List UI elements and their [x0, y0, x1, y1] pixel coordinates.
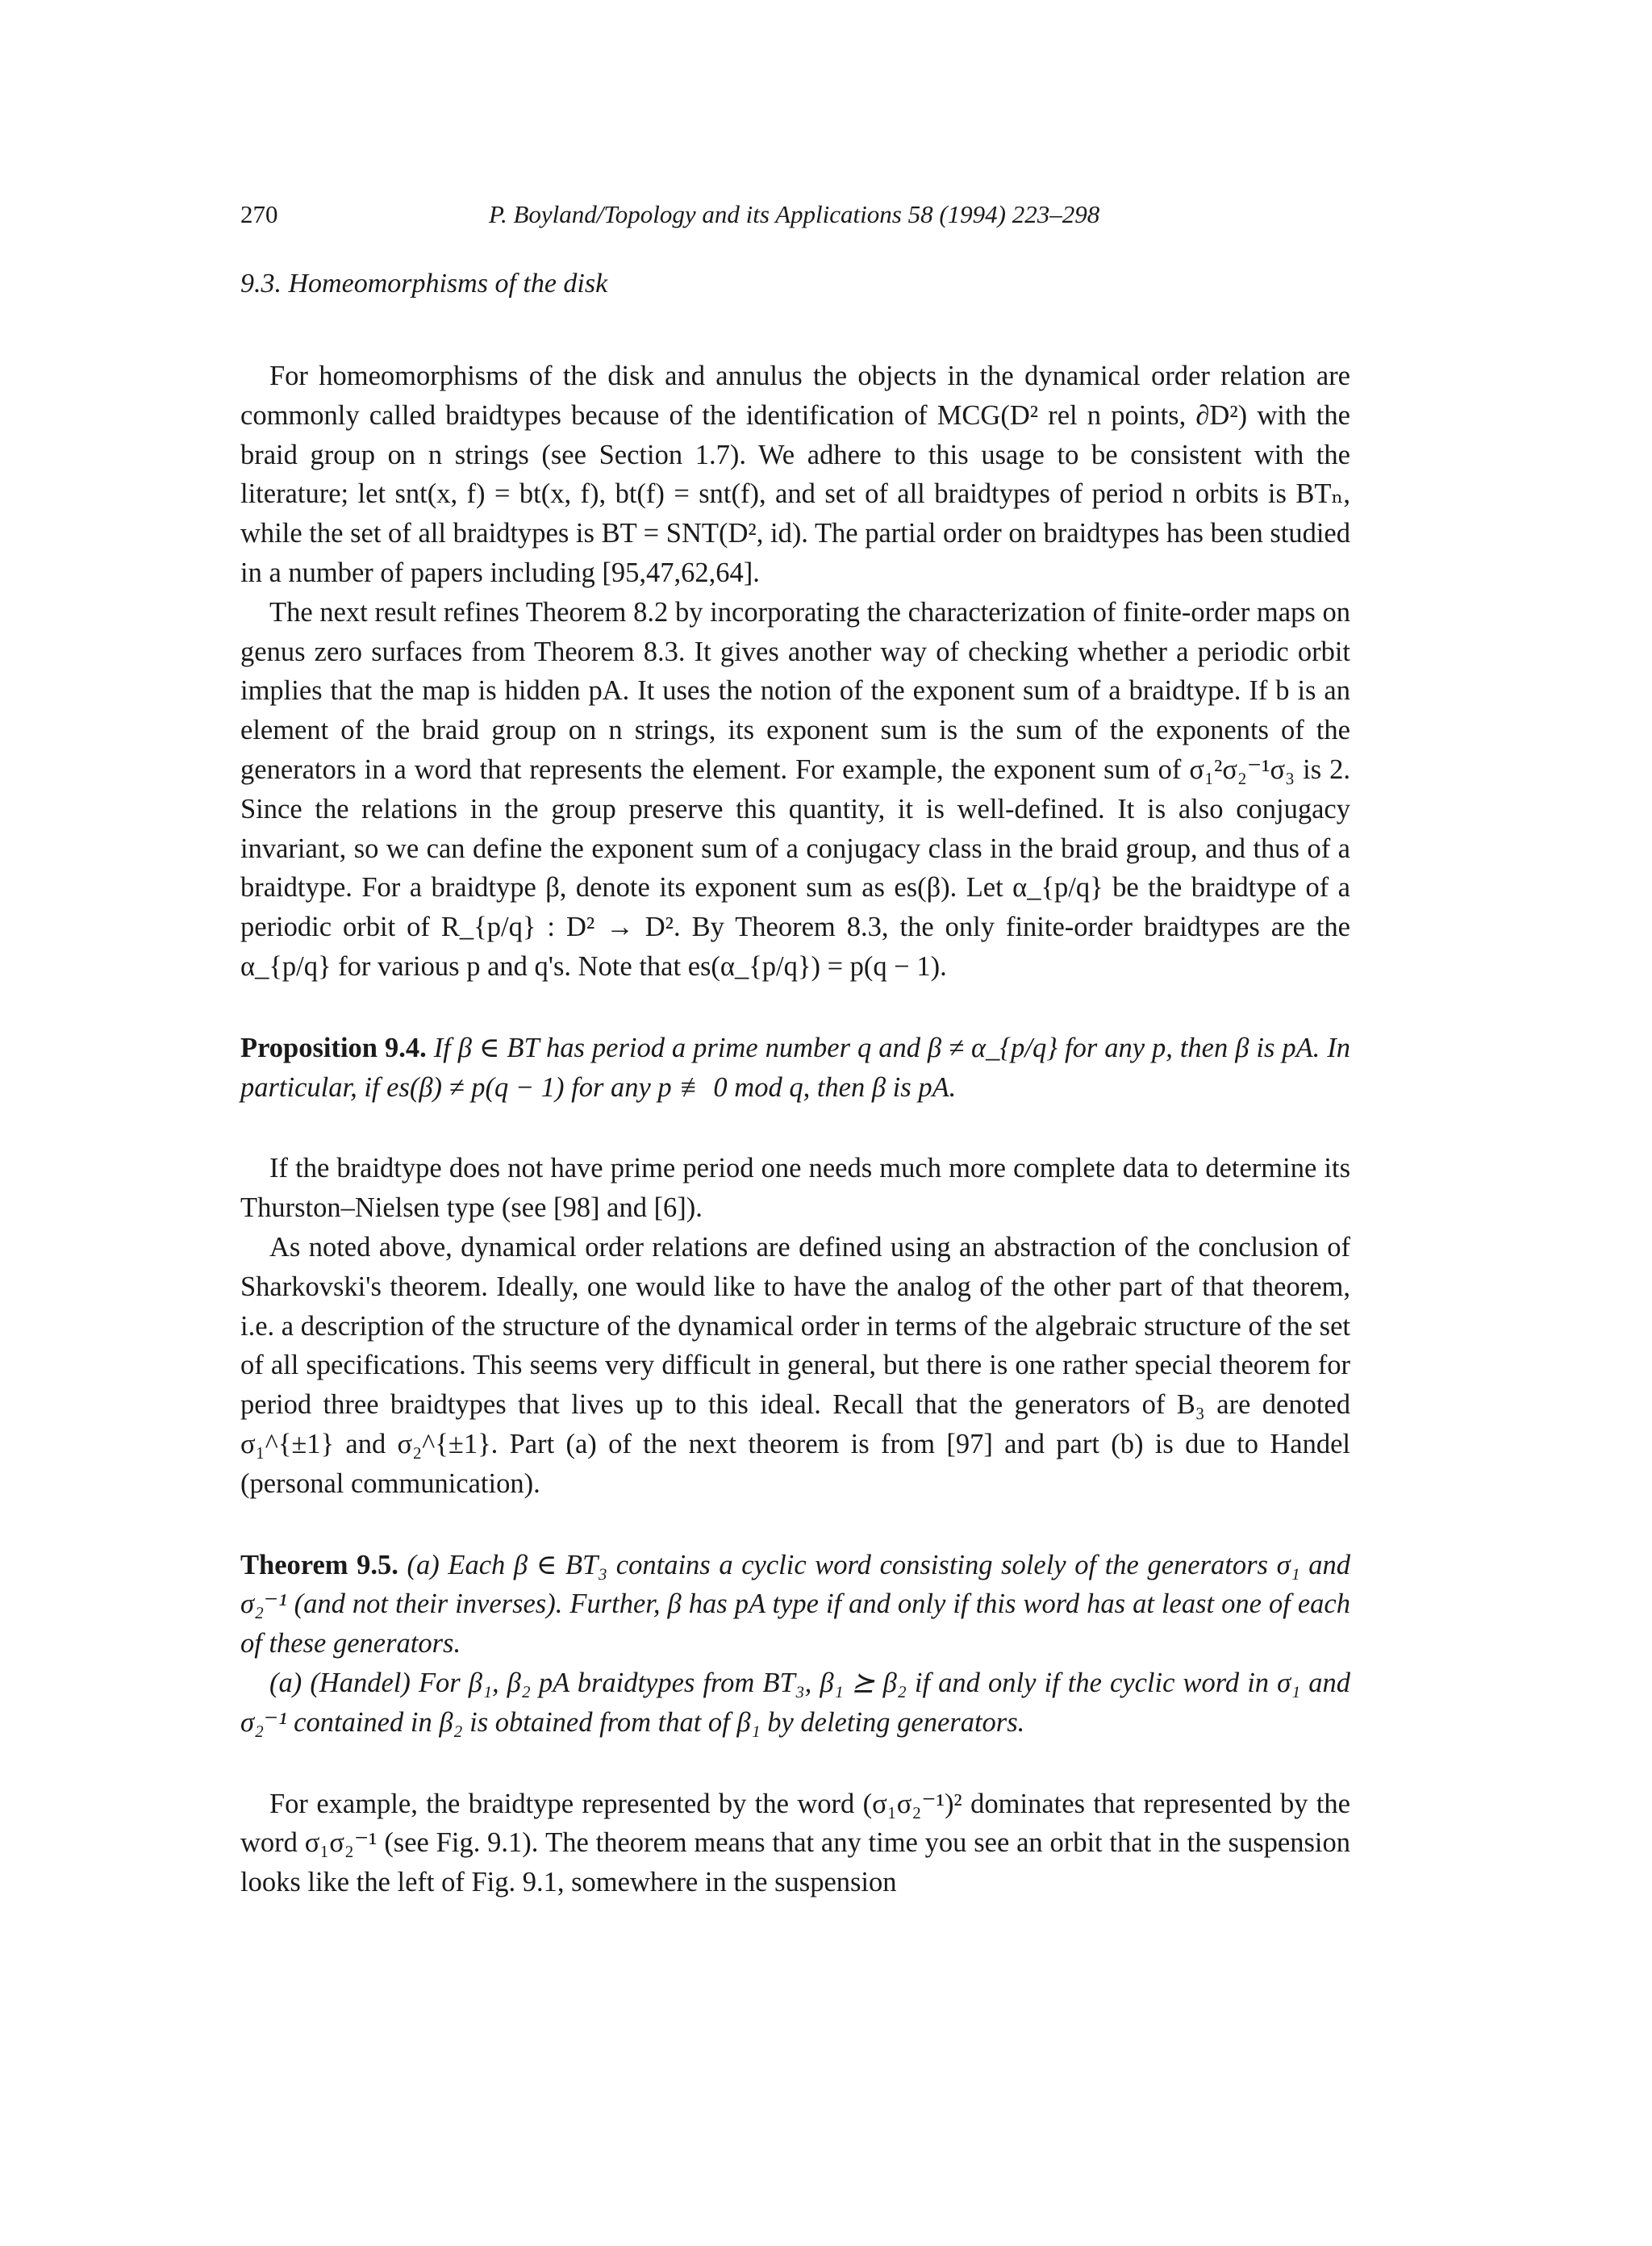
- page: [240, 198, 1350, 1902]
- proposition-9-4: [240, 1029, 1350, 1108]
- paragraph-braidtypes: For homeomorphisms of the disk and annulus the objects in the dynamical order relation are commonly called braidtypes because of the identification of MCG(D² rel n points, ∂D²) with the braid group on n strings (see Section 1.7). We adhere to this usage to be consistent with the literature; let snt(x, f) = bt(x, f), bt(f) = snt(f), and set of all braidtypes of period n orbits is BTₙ, while the set of all braidtypes is BT = SNT(D², id). The partial order on braidtypes has been studied in a number of papers including [95,47,62,64].: [240, 361, 1350, 588]
- proposition-body: If β ∈ BT has period a prime number q and β ≠ α_{p/q} for any p, then β is pA. In particular, if es(β) ≠ p(q − 1) for any p ≢ 0 mod q, then β is pA.: [240, 1032, 1351, 1103]
- theorem-part-handel: (a) (Handel) For β₁, β₂ pA braidtypes from BT₃, β₁ ⪰ β₂ if and only if the cyclic word in σ₁ and σ₂⁻¹ contained in β₂ is obtained from that of β₁ by deleting generators.: [240, 1667, 1350, 1738]
- theorem-label: Theorem 9.5.: [240, 1549, 398, 1580]
- theorem-part-a: (a) Each β ∈ BT₃ contains a cyclic word consisting solely of the generators σ₁ and σ₂⁻¹ (and not their inverses). Further, β has pA type if and only if this word has at least one of each of these generators.: [240, 1549, 1350, 1659]
- paragraph-exponent-sum: The next result refines Theorem 8.2 by incorporating the characterization of finite-order maps on genus zero surfaces from Theorem 8.3. It gives another way of checking whether a periodic orbit implies that the map is hidden pA. It uses the notion of the exponent sum of a braidtype. If b is an element of the braid group on n strings, its exponent sum is the sum of the exponents of the generators in a word that represents the element. For example, the exponent sum of σ₁²σ₂⁻¹σ₃ is 2. Since the relations in the group preserve this quantity, it is well-defined. It is also conjugacy invariant, so we can define the exponent sum of a conjugacy class in the braid group, and thus of a braidtype. For a braidtype β, denote its exponent sum as es(β). Let α_{p/q} be the braidtype of a periodic orbit of R_{p/q} : D² → D². By Theorem 8.3, the only finite-order braidtypes are the α_{p/q} for various p and q's. Note that es(α_{p/q}) = p(q − 1).: [240, 596, 1350, 982]
- paragraph-example: For example, the braidtype represented by the word (σ₁σ₂⁻¹)² dominates that represented by the word σ₁σ₂⁻¹ (see Fig. 9.1). The theorem means that any time you see an orbit that in the suspension looks like the left of Fig. 9.1, somewhere in the suspension: [240, 1788, 1350, 1898]
- running-head: [240, 198, 1350, 231]
- paragraph-sharkovski: As noted above, dynamical order relations are defined using an abstraction of the conclusion of Sharkovski's theorem. Ideally, one would like to have the analog of the other part of that theorem, i.e. a description of the structure of the dynamical order in terms of the algebraic structure of the set of all specifications. This seems very difficult in general, but there is one rather special theorem for period three braidtypes that lives up to this ideal. Recall that the generators of B₃ are denoted σ₁^{±1} and σ₂^{±1}. Part (a) of the next theorem is from [97] and part (b) is due to Handel (personal communication).: [240, 1231, 1350, 1499]
- section-heading: 9.3. Homeomorphisms of the disk: [240, 269, 608, 298]
- paragraph-prime-period: If the braidtype does not have prime period one needs much more complete data to determine its Thurston–Nielsen type (see [98] and [6]).: [240, 1153, 1350, 1224]
- page-number: 270: [240, 200, 278, 228]
- proposition-label: Proposition 9.4.: [240, 1032, 427, 1063]
- theorem-9-5: [240, 1546, 1350, 1664]
- journal-citation: P. Boyland/Topology and its Applications 58 (1994) 223–298: [489, 200, 1100, 228]
